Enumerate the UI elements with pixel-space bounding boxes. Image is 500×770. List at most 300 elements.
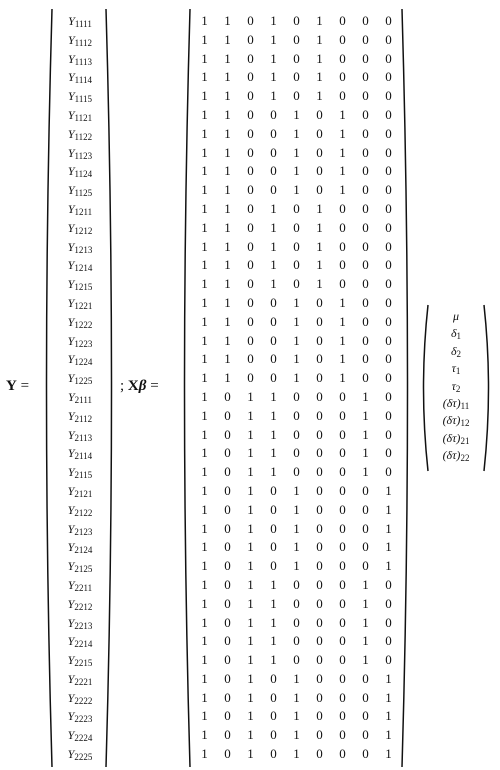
matrix-cell: 1 <box>224 69 231 85</box>
matrix-cell: 0 <box>339 614 346 630</box>
y-entry-symbol: Y <box>67 502 75 517</box>
parameter-symbol: τ <box>451 378 456 393</box>
matrix-row <box>193 238 400 257</box>
y-entry-subscript: 1114 <box>74 75 93 86</box>
matrix-cell: 1 <box>270 595 277 611</box>
matrix-cell: 1 <box>201 595 208 611</box>
y-entry <box>56 238 104 257</box>
matrix-cell: 1 <box>247 558 254 574</box>
matrix-cell: 1 <box>316 50 323 66</box>
matrix-cell: 1 <box>247 727 254 743</box>
matrix-cell: 0 <box>316 106 323 122</box>
matrix-cell: 0 <box>339 708 346 724</box>
y-entry <box>56 294 104 313</box>
matrix-cell: 0 <box>339 501 346 517</box>
matrix-cell: 1 <box>270 13 277 28</box>
matrix-cell: 0 <box>339 31 346 47</box>
matrix-cell: 1 <box>224 88 231 104</box>
y-right-paren <box>104 8 118 768</box>
matrix-cell: 1 <box>293 727 300 743</box>
y-entry-subscript: 1212 <box>74 225 93 236</box>
matrix-cell: 0 <box>339 69 346 85</box>
matrix-cell: 0 <box>224 501 231 517</box>
matrix-cell: 0 <box>316 407 323 423</box>
y-entry-symbol: Y <box>67 747 75 762</box>
matrix-cell: 0 <box>385 464 392 480</box>
matrix-cell: 1 <box>201 294 208 310</box>
y-entry-subscript: 1123 <box>74 150 93 161</box>
matrix-cell: 1 <box>293 163 300 179</box>
matrix-cell: 0 <box>385 313 392 329</box>
matrix-row <box>193 520 400 539</box>
y-entry-subscript: 2211 <box>74 582 93 593</box>
matrix-cell: 1 <box>224 13 231 28</box>
x-beta-label <box>120 378 159 395</box>
matrix-cell: 1 <box>293 182 300 198</box>
y-entry <box>56 275 104 294</box>
matrix-cell: 0 <box>385 332 392 348</box>
y-entry-subscript: 2111 <box>74 394 93 405</box>
y-entry-subscript: 2215 <box>74 658 93 669</box>
matrix-cell: 0 <box>362 501 369 517</box>
matrix-cell: 0 <box>270 182 277 198</box>
matrix-cell: 0 <box>385 652 392 668</box>
matrix-cell: 0 <box>316 332 323 348</box>
y-entry-subscript: 1214 <box>74 263 93 274</box>
matrix-cell: 1 <box>293 670 300 686</box>
matrix-cell: 1 <box>293 332 300 348</box>
matrix-cell: 0 <box>362 50 369 66</box>
matrix-cell: 0 <box>247 294 254 310</box>
matrix-cell: 0 <box>339 633 346 649</box>
y-entry <box>56 444 104 463</box>
matrix-cell: 1 <box>362 388 369 404</box>
parameter-entry <box>432 325 480 342</box>
matrix-cell: 0 <box>316 558 323 574</box>
matrix-cell: 1 <box>270 219 277 235</box>
matrix-cell: 0 <box>293 595 300 611</box>
matrix-cell: 1 <box>293 313 300 329</box>
matrix-cell: 0 <box>362 746 369 762</box>
matrix-cell: 1 <box>270 614 277 630</box>
matrix-cell: 1 <box>270 69 277 85</box>
matrix-row <box>193 557 400 576</box>
matrix-cell: 0 <box>247 276 254 292</box>
matrix-cell: 1 <box>224 182 231 198</box>
parameter-symbol: τ <box>451 361 456 376</box>
parameter-entry <box>432 430 480 447</box>
matrix-cell: 0 <box>224 633 231 649</box>
matrix-cell: 1 <box>224 276 231 292</box>
matrix-cell: 1 <box>201 670 208 686</box>
matrix-cell: 0 <box>385 50 392 66</box>
y-entry-subscript: 2125 <box>74 564 93 575</box>
matrix-cell: 0 <box>247 238 254 254</box>
matrix-cell: 0 <box>362 69 369 85</box>
y-entry-symbol: Y <box>68 14 75 28</box>
matrix-row <box>193 670 400 689</box>
matrix-cell: 0 <box>224 727 231 743</box>
matrix-cell: 0 <box>247 50 254 66</box>
matrix-cell: 1 <box>247 407 254 423</box>
matrix-row <box>193 388 400 407</box>
parameter-entry <box>432 412 480 429</box>
y-entry-symbol: Y <box>67 483 75 498</box>
matrix-cell: 1 <box>224 163 231 179</box>
y-entry-subscript: 1211 <box>74 206 93 217</box>
matrix-cell: 1 <box>339 294 346 310</box>
matrix-row <box>193 50 400 69</box>
matrix-cell: 0 <box>247 31 254 47</box>
matrix-cell: 0 <box>385 595 392 611</box>
matrix-cell: 1 <box>224 219 231 235</box>
matrix-cell: 0 <box>385 31 392 47</box>
matrix-cell: 0 <box>270 689 277 705</box>
matrix-cell: 0 <box>339 520 346 536</box>
y-entry <box>56 50 104 69</box>
matrix-cell: 0 <box>316 294 323 310</box>
matrix-cell: 1 <box>224 351 231 367</box>
matrix-row <box>193 707 400 726</box>
y-entry <box>56 689 104 708</box>
matrix-cell: 0 <box>316 595 323 611</box>
matrix-cell: 0 <box>339 670 346 686</box>
y-entry-subscript: 1112 <box>74 37 93 48</box>
matrix-cell: 0 <box>293 200 300 216</box>
y-entry-symbol: Y <box>67 183 75 198</box>
matrix-cell: 0 <box>385 69 392 85</box>
matrix-cell: 0 <box>293 219 300 235</box>
y-entry <box>56 332 104 351</box>
matrix-cell: 1 <box>339 106 346 122</box>
y-entry-subscript: 2221 <box>74 676 93 687</box>
matrix-row <box>193 256 400 275</box>
matrix-cell: 0 <box>224 445 231 461</box>
matrix-cell: 0 <box>247 370 254 386</box>
y-entry <box>56 219 104 238</box>
matrix-cell: 1 <box>201 200 208 216</box>
matrix-cell: 0 <box>339 652 346 668</box>
parameter-subscript: 1 <box>456 331 462 342</box>
matrix-cell: 0 <box>316 520 323 536</box>
matrix-cell: 1 <box>224 31 231 47</box>
matrix-cell: 0 <box>362 219 369 235</box>
matrix-cell: 1 <box>201 482 208 498</box>
matrix-cell: 1 <box>201 351 208 367</box>
matrix-cell: 0 <box>293 388 300 404</box>
y-entry-subscript: 2113 <box>74 432 93 443</box>
x-left-paren <box>178 8 192 768</box>
matrix-cell: 1 <box>270 426 277 442</box>
matrix-cell: 1 <box>385 746 392 762</box>
y-entry-symbol: Y <box>67 690 75 705</box>
matrix-cell: 1 <box>201 238 208 254</box>
matrix-row <box>193 294 400 313</box>
matrix-cell: 0 <box>293 633 300 649</box>
matrix-cell: 1 <box>224 332 231 348</box>
matrix-cell: 1 <box>201 106 208 122</box>
matrix-cell: 0 <box>270 746 277 762</box>
y-entry <box>56 106 104 125</box>
matrix-cell: 1 <box>201 464 208 480</box>
y-entry-symbol: Y <box>67 577 75 592</box>
matrix-cell: 1 <box>293 558 300 574</box>
matrix-cell: 0 <box>362 13 369 28</box>
y-entry-symbol: Y <box>67 70 75 85</box>
y-entry-subscript: 2213 <box>74 620 93 631</box>
y-entry <box>56 31 104 50</box>
matrix-cell: 1 <box>270 464 277 480</box>
matrix-cell: 1 <box>201 31 208 47</box>
y-entry-symbol: Y <box>67 145 75 160</box>
matrix-cell: 0 <box>270 313 277 329</box>
matrix-cell: 0 <box>224 388 231 404</box>
y-entry-symbol: Y <box>67 634 75 649</box>
matrix-cell: 0 <box>293 50 300 66</box>
y-entry-subscript: 1215 <box>74 282 93 293</box>
matrix-cell: 1 <box>247 482 254 498</box>
y-entry <box>56 369 104 388</box>
matrix-cell: 0 <box>247 106 254 122</box>
matrix-cell: 0 <box>247 351 254 367</box>
matrix-cell: 0 <box>270 708 277 724</box>
y-entry <box>56 520 104 539</box>
y-entry <box>56 670 104 689</box>
matrix-cell: 0 <box>293 614 300 630</box>
beta-right-paren <box>482 304 494 472</box>
matrix-cell: 1 <box>270 407 277 423</box>
matrix-cell: 1 <box>270 88 277 104</box>
matrix-cell: 0 <box>270 727 277 743</box>
matrix-cell: 0 <box>270 144 277 160</box>
matrix-cell: 0 <box>247 125 254 141</box>
matrix-cell: 1 <box>385 727 392 743</box>
y-entry <box>56 68 104 87</box>
matrix-cell: 1 <box>224 257 231 273</box>
matrix-cell: 0 <box>293 238 300 254</box>
matrix-cell: 0 <box>293 576 300 592</box>
matrix-cell: 0 <box>316 388 323 404</box>
matrix-cell: 1 <box>293 482 300 498</box>
matrix-cell: 0 <box>362 163 369 179</box>
matrix-cell: 0 <box>316 125 323 141</box>
matrix-cell: 0 <box>224 482 231 498</box>
matrix-cell: 1 <box>201 388 208 404</box>
matrix-cell: 1 <box>247 501 254 517</box>
y-entry <box>56 745 104 764</box>
matrix-cell: 1 <box>224 125 231 141</box>
matrix-cell: 0 <box>362 238 369 254</box>
matrix-cell: 1 <box>270 200 277 216</box>
matrix-cell: 0 <box>385 351 392 367</box>
y-entry-subscript: 1113 <box>74 56 93 67</box>
matrix-cell: 0 <box>293 464 300 480</box>
matrix-cell: 0 <box>270 351 277 367</box>
matrix-cell: 0 <box>385 407 392 423</box>
matrix-cell: 0 <box>362 520 369 536</box>
matrix-cell: 1 <box>316 200 323 216</box>
matrix-cell: 0 <box>385 219 392 235</box>
y-entry-symbol: Y <box>67 653 75 668</box>
matrix-cell: 0 <box>316 727 323 743</box>
y-entry-symbol: Y <box>67 32 75 47</box>
matrix-cell: 0 <box>316 370 323 386</box>
matrix-cell: 1 <box>362 633 369 649</box>
matrix-cell: 1 <box>201 13 208 28</box>
matrix-cell: 0 <box>270 501 277 517</box>
matrix-cell: 0 <box>362 313 369 329</box>
matrix-cell: 1 <box>224 106 231 122</box>
matrix-cell: 1 <box>201 163 208 179</box>
matrix-cell: 0 <box>362 257 369 273</box>
matrix-cell: 1 <box>385 708 392 724</box>
matrix-cell: 0 <box>339 426 346 442</box>
matrix-cell: 0 <box>316 163 323 179</box>
matrix-cell: 0 <box>362 727 369 743</box>
y-entry-symbol: Y <box>67 201 75 216</box>
y-entry <box>56 538 104 557</box>
matrix-cell: 0 <box>224 576 231 592</box>
matrix-cell: 1 <box>316 31 323 47</box>
matrix-cell: 1 <box>316 238 323 254</box>
matrix-cell: 1 <box>385 558 392 574</box>
matrix-cell: 1 <box>201 727 208 743</box>
matrix-cell: 0 <box>316 689 323 705</box>
matrix-cell: 1 <box>224 50 231 66</box>
y-entry <box>56 726 104 745</box>
y-entry <box>56 482 104 501</box>
matrix-cell: 0 <box>293 276 300 292</box>
y-entry-subscript: 1221 <box>74 300 93 311</box>
y-entry-subscript: 1125 <box>74 188 93 199</box>
y-entry-subscript: 2223 <box>74 714 93 725</box>
matrix-row <box>193 313 400 332</box>
matrix-cell: 1 <box>293 708 300 724</box>
matrix-cell: 1 <box>316 276 323 292</box>
matrix-cell: 0 <box>293 88 300 104</box>
matrix-cell: 0 <box>385 13 392 28</box>
matrix-row <box>193 726 400 745</box>
matrix-cell: 0 <box>385 576 392 592</box>
matrix-cell: 1 <box>293 106 300 122</box>
y-entry <box>56 576 104 595</box>
matrix-row <box>193 369 400 388</box>
matrix-cell: 1 <box>247 670 254 686</box>
y-entry-symbol: Y <box>67 333 75 348</box>
y-entry-symbol: Y <box>67 465 75 480</box>
matrix-cell: 0 <box>339 238 346 254</box>
matrix-cell: 0 <box>362 689 369 705</box>
matrix-row <box>193 614 400 633</box>
y-entry-symbol: Y <box>67 51 75 66</box>
matrix-cell: 0 <box>339 88 346 104</box>
y-entry-symbol: Y <box>67 408 75 423</box>
matrix-cell: 1 <box>247 689 254 705</box>
matrix-cell: 0 <box>293 445 300 461</box>
matrix-cell: 0 <box>316 708 323 724</box>
matrix-row <box>193 407 400 426</box>
parameter-entry <box>432 360 480 377</box>
y-entry <box>56 632 104 651</box>
matrix-cell: 1 <box>385 520 392 536</box>
matrix-cell: 0 <box>224 614 231 630</box>
parameter-symbol: δ <box>450 343 457 358</box>
matrix-cell: 0 <box>316 313 323 329</box>
matrix-cell: 0 <box>362 88 369 104</box>
matrix-cell: 0 <box>339 482 346 498</box>
design-matrix <box>193 12 400 764</box>
matrix-row <box>193 125 400 144</box>
matrix-row <box>193 332 400 351</box>
matrix-cell: 1 <box>201 520 208 536</box>
matrix-row <box>193 31 400 50</box>
matrix-cell: 1 <box>339 313 346 329</box>
matrix-cell: 0 <box>247 163 254 179</box>
matrix-cell: 1 <box>362 576 369 592</box>
matrix-cell: 0 <box>316 614 323 630</box>
y-entry-symbol: Y <box>67 126 75 141</box>
matrix-cell: 1 <box>293 520 300 536</box>
y-entry <box>56 388 104 407</box>
matrix-cell: 1 <box>385 670 392 686</box>
parameter-subscript: 2 <box>456 348 462 359</box>
y-entry <box>56 426 104 445</box>
matrix-cell: 1 <box>224 238 231 254</box>
matrix-cell: 1 <box>247 388 254 404</box>
y-entry-subscript: 2123 <box>74 526 93 537</box>
matrix-cell: 0 <box>316 182 323 198</box>
matrix-cell: 1 <box>270 388 277 404</box>
matrix-cell: 1 <box>201 313 208 329</box>
matrix-cell: 0 <box>316 652 323 668</box>
parameter-entry <box>432 447 480 464</box>
matrix-cell: 0 <box>339 464 346 480</box>
y-entry-symbol: Y <box>67 352 75 367</box>
matrix-cell: 1 <box>362 426 369 442</box>
y-entry-subscript: 1111 <box>74 19 92 29</box>
matrix-row <box>193 106 400 125</box>
matrix-row <box>193 595 400 614</box>
matrix-cell: 0 <box>385 257 392 273</box>
matrix-cell: 0 <box>362 31 369 47</box>
matrix-cell: 1 <box>201 125 208 141</box>
matrix-cell: 0 <box>362 670 369 686</box>
matrix-cell: 0 <box>270 482 277 498</box>
matrix-cell: 1 <box>270 445 277 461</box>
matrix-cell: 1 <box>316 257 323 273</box>
matrix-cell: 0 <box>385 294 392 310</box>
matrix-cell: 0 <box>385 426 392 442</box>
matrix-cell: 0 <box>224 670 231 686</box>
matrix-cell: 0 <box>339 219 346 235</box>
parameter-entry <box>432 378 480 395</box>
matrix-cell: 1 <box>270 633 277 649</box>
y-entry <box>56 313 104 332</box>
matrix-row <box>193 426 400 445</box>
parameter-entry <box>432 343 480 360</box>
matrix-cell: 0 <box>247 219 254 235</box>
matrix-cell: 1 <box>270 276 277 292</box>
y-entry-subscript: 1213 <box>74 244 93 255</box>
matrix-cell: 0 <box>339 200 346 216</box>
matrix-cell: 0 <box>247 257 254 273</box>
matrix-cell: 0 <box>270 520 277 536</box>
y-entry-subscript: 1121 <box>74 112 93 123</box>
y-entry-subscript: 1124 <box>74 169 93 180</box>
matrix-cell: 0 <box>270 332 277 348</box>
matrix-cell: 1 <box>247 708 254 724</box>
y-entry <box>56 407 104 426</box>
